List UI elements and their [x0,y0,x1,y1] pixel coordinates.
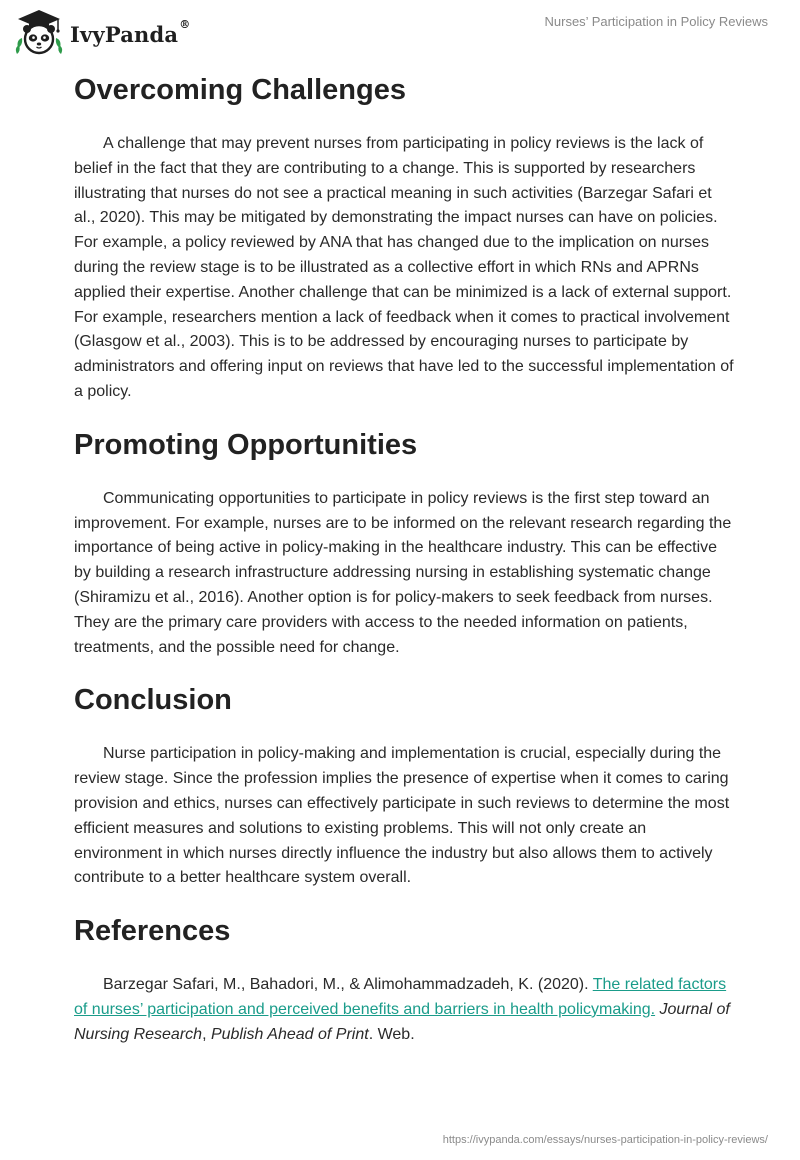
reference-journal: Journal of Nursing Research [74,1000,730,1043]
reference-authors: Barzegar Safari, M., Bahadori, M., & Alimohammadzadeh, K. (2020). [103,976,593,994]
section-paragraph-promoting-opportunities: Communicating opportunities to participate in policy reviews is the first step toward an improvement. For example, nurses are to be informed on the relevant research regarding the importance of being active in policy-making in the healthcare industry. This can be effective by building a research infrastructure addressing nursing in establishing systematic change (Shiramizu et al., 2016). Another option is for policy-makers to seek feedback from nurses. They are the primary care providers with access to the needed information on patients, treatments, and the possible need for change. [74,489,732,656]
section-heading-conclusion: Conclusion [74,684,232,717]
brand-logo[interactable] [14,8,190,56]
section-paragraph-conclusion: Nurse participation in policy-making and implementation is crucial, especially during the review stage. Since the profession implies the presence of expertise when it comes to caring provision and ethics, nurses can effectively participate in such reviews to determine the most efficient measures and solutions to existing problems. This will not only create an environment in which nurses directly influence the industry but also allows them to actively contribute to a better healthcare system overall. [74,745,730,887]
brand-name [70,17,191,47]
panda-logo-icon [14,8,64,56]
footer-source-url: https://ivypanda.com/essays/nurses-participation-in-policy-reviews/ [442,1134,768,1146]
references-heading: References [74,915,231,948]
document-title: Nurses’ Participation in Policy Reviews [544,14,768,29]
brand-name-text: IvyPanda [70,21,179,47]
essay-content [74,70,734,1068]
reference-separator: , [202,1025,211,1043]
reference-issue: Publish Ahead of Print [210,1025,369,1043]
registered-mark: ® [179,17,191,31]
section-heading-overcoming-challenges: Overcoming Challenges [74,74,406,106]
reference-suffix: . Web. [368,1025,415,1043]
page-header [0,0,800,60]
section-heading-promoting-opportunities: Promoting Opportunities [74,428,418,461]
reference-entry [74,973,734,1047]
section-paragraph-overcoming-challenges: A challenge that may prevent nurses from participating in policy reviews is the lack of belief in the fact that they are contributing to a change. This is supported by researchers illustrating that nurses do not see a practical meaning in such activities (Barzegar Safari et al., 2020). This may be mitigated by demonstrating the impact nurses can have on policies. For example, a policy reviewed by ANA that has changed due to the implication on nurses during the review stage is to be illustrated as a collective effort in which RNs and APRNs applied their expertise. Another challenge that can be minimized is a lack of external support. For example, researchers mention a lack of feedback when it comes to practical involvement (Glasgow et al., 2003). This is to be addressed by encouraging nurses to participate by administrators and offering input on reviews that have led to the successful implementation of a policy. [74,135,734,400]
reference-article-link[interactable]: The related factors of nurses’ participation and perceived benefits and barriers in health policymaking. [74,976,727,1018]
